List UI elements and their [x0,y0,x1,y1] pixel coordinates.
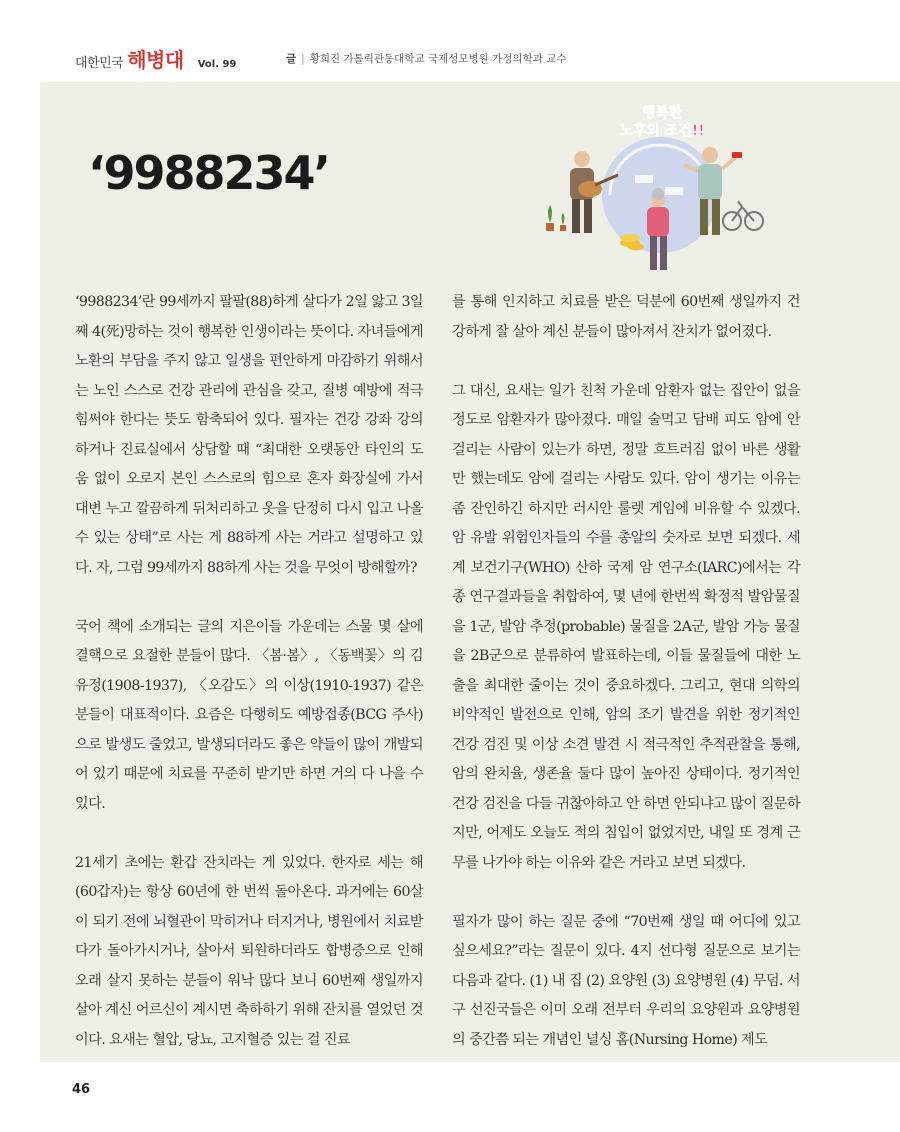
brand-prefix: 대한민국 [75,56,124,71]
left-paragraph-1: ‘9988234’란 99세까지 팔팔(88)하게 살다가 2일 앓고 3일째 4(死)망하는 것이 행복한 인생이라는 뜻이다. 자녀들에게 노환의 부담을 주지 않고 일생을 편안하게 마감하기 위해서는 노인 스스로 건강 관리에 관심을 갖고, 질병 예방에 적극 힘써야 한다는 뜻도 함축되어 있다. 필자는 건강 강좌 강의하거나 진료실에서 상담할 때 “최대한 오랫동안 타인의 도움 없이 오로지 본인 스스로의 힘으로 혼자 화장실에 가서 대변 누고 깔끔하게 뒤처리하고 옷을 단정히 다시 입고 나올 수 있는 상태”로 사는 게 88하게 사는 거라고 설명하고 있다. 자, 그럼 99세까지 88하게 사는 것을 무엇이 방해할까? [75,294,423,576]
right-paragraph-1: 를 통해 인지하고 치료를 받은 덕분에 60번째 생일까지 건강하게 잘 살아 계신 분들이 많아져서 잔치가 없어졌다. [452,294,800,340]
article-column-right [452,288,800,1085]
credit-divider: | [301,53,305,65]
happy-retirement-illustration [540,95,785,280]
left-paragraph-2: 국어 책에 소개되는 글의 지은이들 가운데는 스물 몇 살에 결핵으로 요절한 분들이 많다. 〈봄·봄〉, 〈동백꽃〉의 김유정(1908-1937), 〈오감도〉의 이상(1910-1937) 같은 분들이 대표적이다. 요즘은 다행히도 예방접종(BCG 주사)으로 발생도 줄었고, 발생되더라도 좋은 약들이 많이 개발되어 있기 때문에 치료를 꾸준히 받기만 하면 거의 다 나을 수 있다. [75,618,423,812]
author-credit [286,51,567,66]
brand-title: 해병대 [127,48,184,72]
credit-label: 글 [286,53,297,65]
right-paragraph-2: 그 대신, 요새는 일가 친척 가운데 암환자 없는 집안이 없을 정도로 암환자가 많아졌다. 매일 술먹고 담배 피도 암에 안 걸리는 사람이 있는가 하면, 정말 흐트러짐 없이 바른 생활만 했는데도 암에 걸리는 사람도 있다. 암이 생기는 이유는 좀 잔인하긴 하지만 러시안 룰렛 게임에 비유할 수 있겠다. 암 유발 위험인자들의 수를 총알의 숫자로 보면 되겠다. 세계 보건기구(WHO) 산하 국제 암 연구소(IARC)에서는 각종 연구결과들을 취합하여, 몇 년에 한번씩 확정적 발암물질을 1군, 발암 추정(probable) 물질을 2A군, 발암 가능 물질을 2B군으로 분류하여 발표하는데, 이들 물질들에 대한 노출을 최대한 줄이는 것이 중요하겠다. 그리고, 현대 의학의 비약적인 발전으로 인해, 암의 조기 발견을 위한 정기적인 건강 검진 및 이상 소견 발견 시 적극적인 추적관찰을 통해, 암의 완치율, 생존율 둘다 많이 높아진 상태이다. 정기적인 건강 검진을 다들 귀찮아하고 안 하면 안되냐고 많이 질문하지만, 어제도 오늘도 적의 침입이 없었지만, 내일 또 경계 근무를 나가야 하는 이유와 같은 거라고 보면 되겠다. [452,382,800,871]
caption-line1: 행복한 [641,105,683,121]
volume-label: Vol. 99 [197,59,237,70]
right-paragraph-3: 필자가 많이 하는 질문 중에 “70번째 생일 때 어디에 있고 싶으세요?”라는 질문이 있다. 4지 선다형 질문으로 보기는 다음과 같다. (1) 내 집 (2) 요양원 (3) 요양병원 (4) 무덤. 서구 선진국들은 이미 오래 전부터 우리의 요양원과 요양병원의 중간쯤 되는 개념인 널싱 홈(Nursing Home) 제도 [452,913,800,1048]
article-title: ‘9988234’ [88,146,329,200]
caption-line2: 노후의 조건!! [619,123,705,139]
credit-text: 황희진 가톨릭관동대학교 국제성모병원 가정의학과 교수 [309,53,567,65]
magazine-header [75,44,236,74]
page-number: 46 [72,1082,91,1097]
article-column-left [75,288,423,1085]
left-paragraph-3: 21세기 초에는 환갑 잔치라는 게 있었다. 한자로 세는 해(60갑자)는 항상 60년에 한 번씩 돌아온다. 과거에는 60살이 되기 전에 뇌혈관이 막히거나 터지거나, 병원에서 치료받다가 돌아가시거나, 살아서 퇴원하더라도 합병증으로 인해 오래 살지 못하는 분들이 워낙 많다 보니 60번째 생일까지 살아 계신 어르신이 계시면 축하하기 위해 잔치를 열었던 것이다. 요새는 혈압, 당뇨, 고지혈증 있는 걸 진료 [75,854,423,1048]
